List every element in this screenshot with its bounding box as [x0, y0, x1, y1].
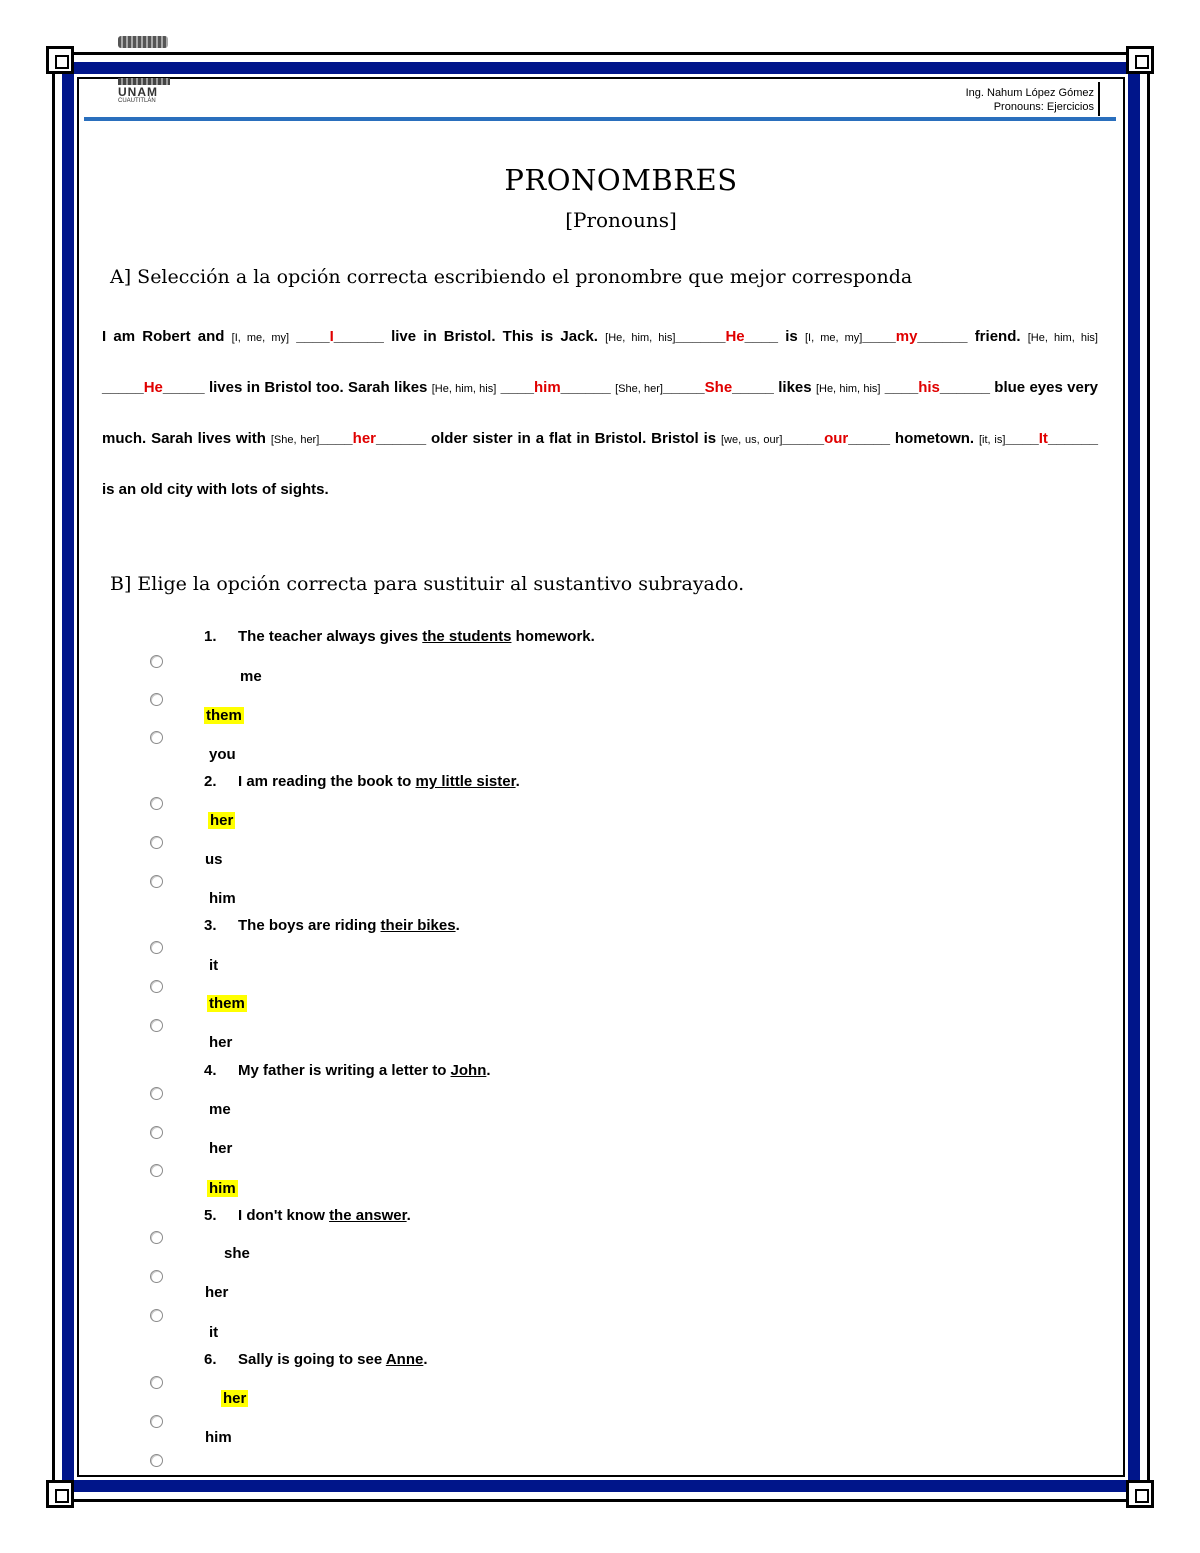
question-1: 1. The teacher always gives the students homework. — [204, 628, 595, 645]
logo-subtext: CUAUTITLÁN — [118, 98, 156, 104]
answer: our — [824, 430, 849, 447]
radio-button[interactable] — [150, 1376, 163, 1389]
option-label: it — [209, 1324, 219, 1341]
option-label: me — [209, 1101, 231, 1118]
header-divider — [1098, 82, 1100, 116]
question-6: 6. Sally is going to see Anne. — [204, 1351, 428, 1368]
underlined-noun: Anne — [385, 1351, 424, 1368]
option-label-highlighted: him — [209, 1180, 236, 1197]
radio-button[interactable] — [150, 1126, 163, 1139]
question-4: 4. My father is writing a letter to John. — [204, 1062, 491, 1079]
radio-button[interactable] — [150, 941, 163, 954]
option-label: him — [209, 890, 236, 907]
radio-button[interactable] — [150, 731, 163, 744]
radio-button[interactable] — [150, 1309, 163, 1322]
radio-button[interactable] — [150, 1415, 163, 1428]
border-corner-bottom-right — [1126, 1480, 1154, 1508]
option-label: her — [209, 1034, 233, 1051]
option-label-highlighted: her — [210, 812, 234, 829]
radio-button[interactable] — [150, 1454, 163, 1467]
answer: It — [1038, 430, 1048, 447]
answer: his — [918, 379, 940, 396]
option-label-highlighted: them — [209, 995, 245, 1012]
option-label-highlighted: her — [223, 1390, 247, 1407]
question-3: 3. The boys are riding their bikes. — [204, 917, 460, 934]
radio-button[interactable] — [150, 655, 163, 668]
option-label: him — [205, 1429, 232, 1446]
underlined-noun: John — [450, 1062, 487, 1079]
border-corner-top-right — [1126, 46, 1154, 74]
option-label: you — [209, 746, 236, 763]
page-subtitle: [Pronouns] — [565, 208, 677, 232]
section-a-paragraph: I am Robert and [I, me, my] ____I______ live in Bristol. This is Jack. [He, him, his]______He____ is [I, me, my]____my______ friend. [He, him, his] _____He_____ lives in Bristol too. Sarah likes [He, him, his] ____him______ [She, her]_____She_____ likes [He, him, his] ____his______ blue eyes very much. Sarah lives with [She, her]____her______ older sister in a flat in Bristol. Bristol is [we, us, our]_____our_____ hometown. [it, is]____It______ is an old city with lots of sights. — [102, 328, 1099, 498]
answer: my — [895, 328, 918, 345]
option-label-highlighted: them — [206, 707, 242, 724]
underlined-noun: the answer — [329, 1207, 407, 1224]
option-label: she — [224, 1245, 250, 1262]
section-a-heading: A] Selección a la opción correcta escribiendo el pronombre que mejor corresponda — [110, 266, 913, 288]
option-label: it — [209, 957, 219, 974]
border-corner-bottom-left — [46, 1480, 74, 1508]
radio-button[interactable] — [150, 1231, 163, 1244]
radio-button[interactable] — [150, 797, 163, 810]
unam-logo — [118, 78, 178, 112]
radio-button[interactable] — [150, 1087, 163, 1100]
option-label: us — [205, 851, 223, 868]
answer: He — [143, 379, 163, 396]
page-title: PRONOMBRES — [504, 163, 738, 197]
answer: him — [533, 379, 561, 396]
answer: He — [725, 328, 745, 345]
section-b-heading: B] Elige la opción correcta para sustituir al sustantivo subrayado. — [110, 573, 745, 595]
radio-button[interactable] — [150, 1019, 163, 1032]
underlined-noun: the students — [422, 628, 512, 645]
option-label: her — [205, 1284, 229, 1301]
answer: I — [329, 328, 334, 345]
header-doc-title: Pronouns: Ejercicios — [993, 101, 1094, 113]
question-5: 5. I don't know the answer. — [204, 1207, 411, 1224]
logo-text: UNAM — [118, 85, 158, 99]
header-author: Ing. Nahum López Gómez — [965, 87, 1094, 99]
radio-button[interactable] — [150, 980, 163, 993]
underlined-noun: my little sister — [415, 773, 516, 790]
answer: She — [704, 379, 733, 396]
option-label: her — [209, 1140, 233, 1157]
radio-button[interactable] — [150, 693, 163, 706]
top-stamp-mark — [118, 36, 168, 48]
answer: her — [352, 430, 376, 447]
radio-button[interactable] — [150, 836, 163, 849]
question-2: 2. I am reading the book to my little sister. — [204, 773, 520, 790]
border-corner-top-left — [46, 46, 74, 74]
radio-button[interactable] — [150, 875, 163, 888]
option-label: me — [240, 668, 262, 685]
radio-button[interactable] — [150, 1270, 163, 1283]
header-info — [966, 86, 1094, 114]
underlined-noun: their bikes — [380, 917, 456, 934]
radio-button[interactable] — [150, 1164, 163, 1177]
header-rule — [84, 117, 1116, 121]
